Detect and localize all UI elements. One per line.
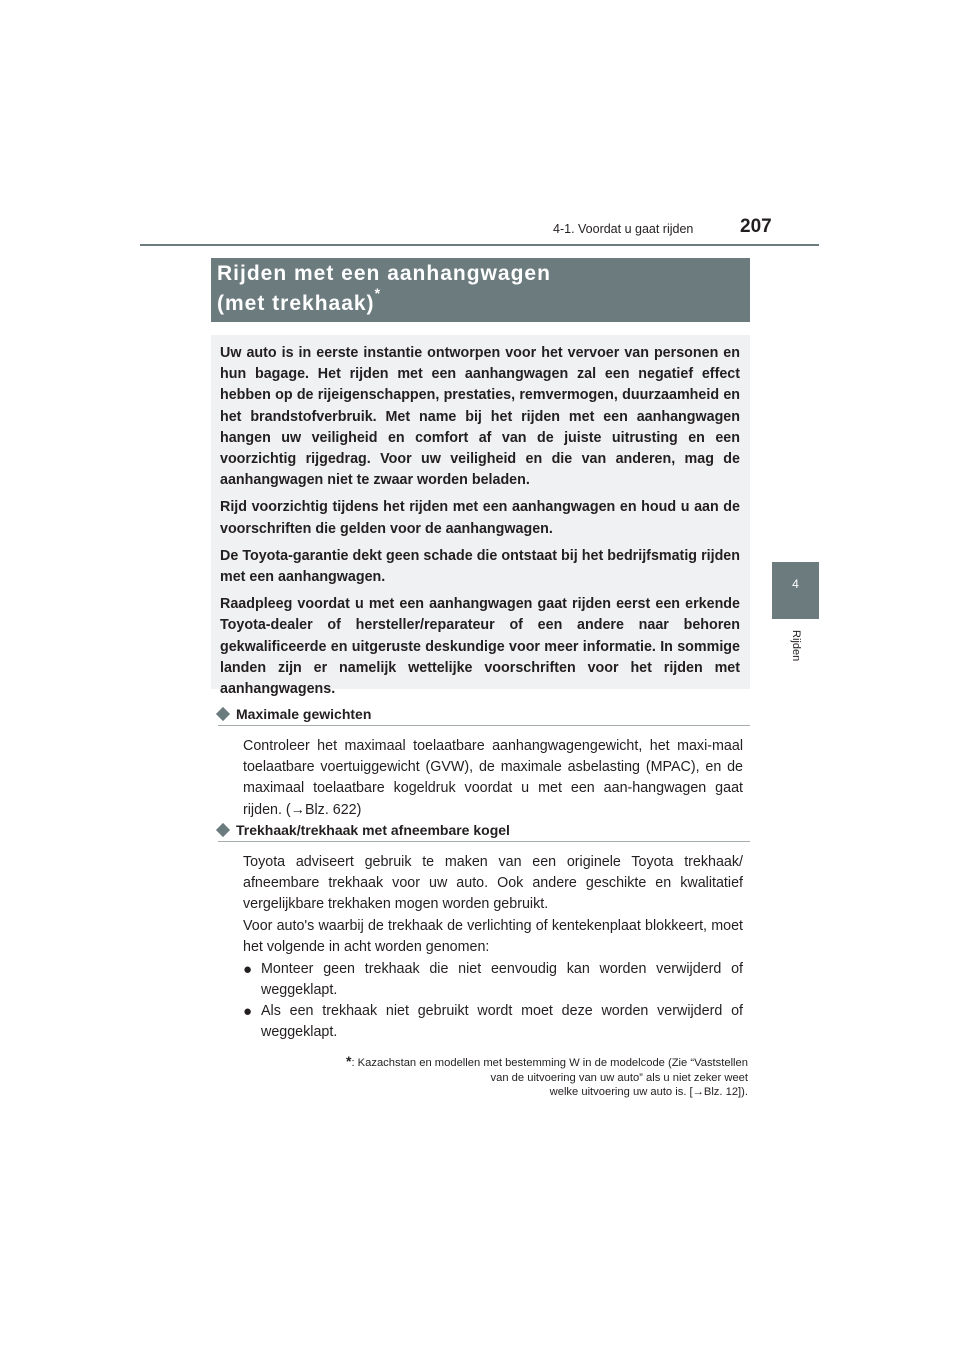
- footnote-line-2: van de uitvoering van uw auto” als u niet zeker weet: [490, 1071, 748, 1084]
- intro-paragraph: Raadpleeg voordat u met een aanhangwagen gaat rijden eerst een erkende Toyota-dealer of hersteller/reparateur of een andere naar behoren gekwalificeerde en uitgeruste deskundige voor meer informatie. In sommige landen zijn er namelijk wettelijke voorschriften voor het rijden met aanhangwagens.: [220, 596, 740, 698]
- footnote-line-1: [326, 1054, 748, 1071]
- list-item: [243, 1001, 743, 1043]
- title-line-2: [217, 285, 382, 316]
- diamond-icon: [216, 823, 230, 837]
- list-item: [243, 959, 743, 1001]
- section-paragraph: Toyota adviseert gebruik te maken van een originele Toyota trekhaak/ afneembare trekhaak voor uw auto. Ook andere geschikte en kwalitatief vergelijkbare trekhaken mogen worden gebruikt.: [243, 854, 743, 913]
- header-divider: [140, 244, 819, 246]
- title-asterisk: *: [374, 285, 382, 301]
- section-text: [243, 852, 743, 916]
- section-divider: [218, 725, 750, 726]
- section-heading-text: Trekhaak/trekhaak met afneembare kogel: [236, 822, 510, 838]
- section-divider: [218, 841, 750, 842]
- footnote-line-3: welke uitvoering uw auto is. [→Blz. 12]).: [549, 1086, 748, 1098]
- intro-paragraph: De Toyota-garantie dekt geen schade die ontstaat bij het bedrijfsmatig rijden met een aanhangwagen.: [220, 547, 740, 586]
- list-item-text: Monteer geen trekhaak die niet eenvoudig kan worden verwijderd of weggeklapt.: [261, 961, 743, 999]
- title-line-2-text: (met trekhaak): [217, 292, 375, 315]
- chapter-label: Rijden: [790, 630, 802, 662]
- section-text: [243, 736, 743, 821]
- bullet-icon: ●: [243, 1003, 253, 1020]
- section-text: [243, 916, 743, 958]
- section-heading-text: Maximale gewichten: [236, 706, 372, 722]
- diamond-icon: [216, 707, 230, 721]
- section-heading-max-weights: [218, 706, 371, 722]
- section-breadcrumb: 4-1. Voordat u gaat rijden: [553, 222, 694, 236]
- page-number: 207: [740, 216, 772, 237]
- footnote-asterisk: *: [346, 1053, 352, 1069]
- footnote: [326, 1054, 748, 1100]
- bullet-icon: ●: [243, 961, 253, 978]
- section-heading-tow-hitch: [218, 822, 510, 838]
- intro-paragraph: Uw auto is in eerste instantie ontworpen voor het vervoer van personen en hun bagage. Het rijden met een aanhangwagen zal een negatief effect hebben op de rijeigenschappen, prestaties, remvermogen, duurzaamheid en het brandstofverbruik. Met name bij het rijden met een aanhangwagen hangen uw veiligheid en comfort af van de juiste uitrusting en een voorzichtig rijgedrag. Voor uw veiligheid en die van anderen, mag de aanhangwagen niet te zwaar worden beladen.: [220, 345, 740, 489]
- chapter-number: 4: [792, 577, 799, 591]
- section-paragraph: Voor auto's waarbij de trekhaak de verlichting of kentekenplaat blokkeert, moet het volgende in acht worden genomen:: [243, 918, 743, 956]
- page-title: [211, 258, 750, 322]
- title-line-1: Rijden met een aanhangwagen: [217, 262, 551, 285]
- footnote-text: : Kazachstan en modellen met bestemming W in de modelcode (Zie “Vaststellen: [351, 1057, 748, 1069]
- intro-box: [211, 335, 750, 698]
- intro-paragraph: Rijd voorzichtig tijdens het rijden met een aanhangwagen en houd u aan de voorschriften die gelden voor de aanhangwagen.: [220, 499, 740, 537]
- chapter-tab[interactable]: [772, 562, 819, 619]
- list-item-text: Als een trekhaak niet gebruikt wordt moet deze worden verwijderd of weggeklapt.: [261, 1003, 743, 1041]
- section-paragraph: Controleer het maximaal toelaatbare aanhangwagengewicht, het maxi-maal toelaatbare voertuiggewicht (GVW), de maximale asbelasting (MPAC), en de maximaal toelaatbare kogeldruk voordat u met een aan-hangwagen gaat rijden. (→Blz. 622): [243, 738, 743, 818]
